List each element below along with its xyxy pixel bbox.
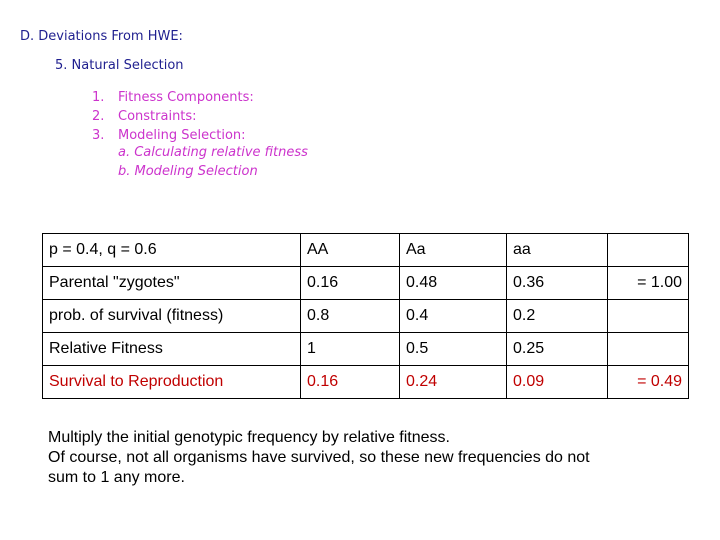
cell-total: = 1.00 [608, 267, 689, 300]
list-item [92, 88, 254, 107]
cell-total: = 0.49 [608, 366, 689, 399]
note-line: Of course, not all organisms have survived, so these new frequencies do not [48, 449, 590, 466]
subsection-heading: 5. Natural Selection [55, 58, 184, 73]
cell-total [608, 333, 689, 366]
section-heading: D. Deviations From HWE: [20, 29, 183, 44]
table-row [43, 366, 689, 399]
fitness-table [42, 233, 689, 399]
cell-AA: 0.16 [301, 366, 400, 399]
table-row [43, 300, 689, 333]
explanation-note [48, 428, 688, 488]
cell-aa: 0.2 [507, 300, 608, 333]
list-item-text: Fitness Components: [118, 90, 254, 105]
row-label: p = 0.4, q = 0.6 [43, 234, 301, 267]
cell-Aa: 0.48 [400, 267, 507, 300]
list-item [92, 126, 254, 145]
sub-item: b. Modeling Selection [118, 164, 258, 179]
cell-aa: 0.36 [507, 267, 608, 300]
row-label: Relative Fitness [43, 333, 301, 366]
list-number: 1. [92, 90, 105, 105]
cell-total [608, 300, 689, 333]
cell-AA: 1 [301, 333, 400, 366]
cell-Aa: 0.24 [400, 366, 507, 399]
cell-AA: 0.16 [301, 267, 400, 300]
cell-AA: 0.8 [301, 300, 400, 333]
note-line: Multiply the initial genotypic frequency by relative fitness. [48, 429, 450, 446]
cell-aa: 0.09 [507, 366, 608, 399]
cell-total [608, 234, 689, 267]
note-line: sum to 1 any more. [48, 469, 185, 486]
table-row [43, 234, 689, 267]
row-label: Survival to Reproduction [43, 366, 301, 399]
cell-aa: aa [507, 234, 608, 267]
row-label: prob. of survival (fitness) [43, 300, 301, 333]
cell-AA: AA [301, 234, 400, 267]
list-number: 3. [92, 128, 105, 143]
cell-aa: 0.25 [507, 333, 608, 366]
cell-Aa: 0.4 [400, 300, 507, 333]
cell-Aa: 0.5 [400, 333, 507, 366]
list-item-text: Modeling Selection: [118, 128, 246, 143]
sub-item: a. Calculating relative fitness [118, 145, 308, 160]
list-number: 2. [92, 109, 105, 124]
row-label: Parental "zygotes" [43, 267, 301, 300]
table-row [43, 267, 689, 300]
list-item-text: Constraints: [118, 109, 197, 124]
cell-Aa: Aa [400, 234, 507, 267]
outline-list [92, 88, 254, 145]
table-row [43, 333, 689, 366]
list-item [92, 107, 254, 126]
